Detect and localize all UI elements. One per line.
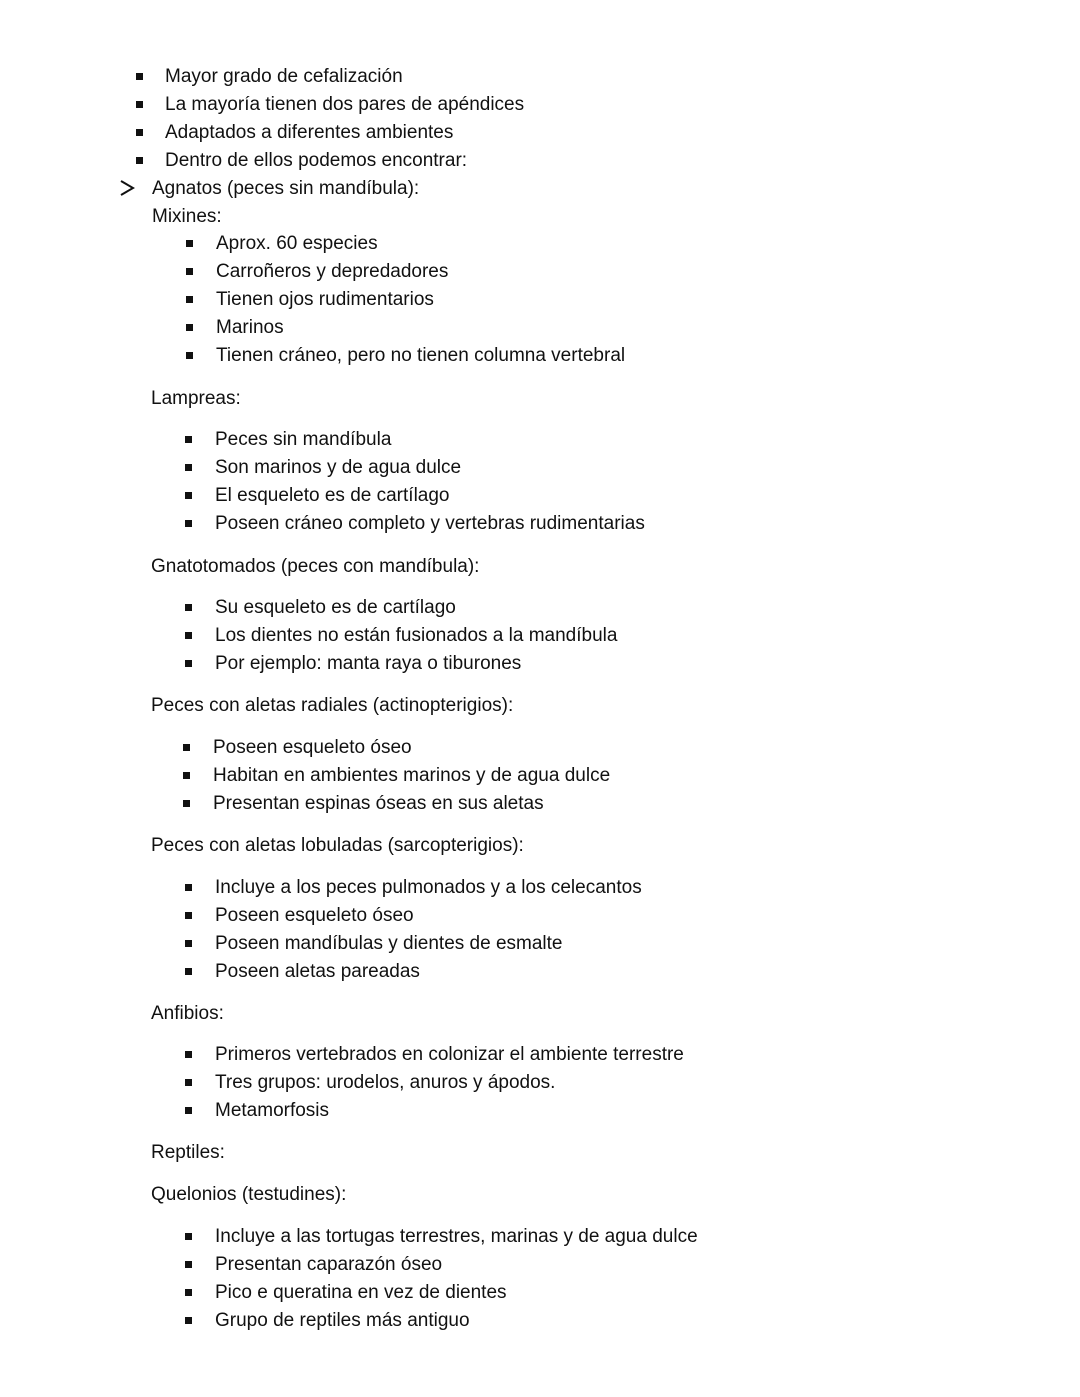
subsection-title: Reptiles: <box>151 1142 225 1163</box>
list-item: Grupo de reptiles más antiguo <box>215 1310 470 1331</box>
bullet-marker <box>185 1261 192 1268</box>
bullet-marker <box>185 464 192 471</box>
list-item: Habitan en ambientes marinos y de agua dulce <box>213 765 611 786</box>
bullet-marker <box>185 884 192 891</box>
bullet-marker <box>185 1233 192 1240</box>
bullet-marker <box>185 1289 192 1296</box>
list-item: Tienen cráneo, pero no tienen columna vertebral <box>216 345 626 366</box>
bullet-marker <box>186 324 193 331</box>
bullet-marker <box>186 268 193 275</box>
list-item: Adaptados a diferentes ambientes <box>165 122 454 143</box>
arrow-bullet-icon <box>118 178 138 198</box>
subsection-title: Lampreas: <box>151 388 241 409</box>
list-item: Los dientes no están fusionados a la mandíbula <box>215 625 618 646</box>
list-item: Poseen esqueleto óseo <box>215 905 414 926</box>
list-item: Aprox. 60 especies <box>216 233 378 254</box>
bullet-marker <box>136 101 143 108</box>
bullet-marker <box>185 968 192 975</box>
list-item: Peces sin mandíbula <box>215 429 392 450</box>
list-item: Incluye a las tortugas terrestres, marinas y de agua dulce <box>215 1226 698 1247</box>
bullet-marker <box>185 940 192 947</box>
list-item: El esqueleto es de cartílago <box>215 485 450 506</box>
list-item: Poseen cráneo completo y vertebras rudimentarias <box>215 513 645 534</box>
bullet-marker <box>186 296 193 303</box>
bullet-marker <box>186 352 193 359</box>
bullet-marker <box>183 800 190 807</box>
list-item: Marinos <box>216 317 284 338</box>
list-item: Su esqueleto es de cartílago <box>215 597 456 618</box>
list-item: Presentan caparazón óseo <box>215 1254 443 1275</box>
subsection-title: Mixines: <box>152 206 222 227</box>
bullet-marker <box>185 492 192 499</box>
bullet-marker <box>185 520 192 527</box>
list-item: Poseen aletas pareadas <box>215 961 420 982</box>
list-item: Mayor grado de cefalización <box>165 66 403 87</box>
bullet-marker <box>136 157 143 164</box>
subsection-title: Anfibios: <box>151 1003 224 1024</box>
list-item: Primeros vertebrados en colonizar el ambiente terrestre <box>215 1044 684 1065</box>
bullet-marker <box>185 660 192 667</box>
list-item: Dentro de ellos podemos encontrar: <box>165 150 468 171</box>
list-item: Metamorfosis <box>215 1100 330 1121</box>
bullet-marker <box>185 912 192 919</box>
list-item: Presentan espinas óseas en sus aletas <box>213 793 544 814</box>
list-item: Tres grupos: urodelos, anuros y ápodos. <box>215 1072 556 1093</box>
list-item: Poseen mandíbulas y dientes de esmalte <box>215 933 563 954</box>
subsection-title: Peces con aletas radiales (actinopterigios): <box>151 695 514 716</box>
bullet-marker <box>136 129 143 136</box>
list-item: Pico e queratina en vez de dientes <box>215 1282 507 1303</box>
list-item: Por ejemplo: manta raya o tiburones <box>215 653 522 674</box>
bullet-marker <box>185 1051 192 1058</box>
bullet-marker <box>185 1317 192 1324</box>
subsection-title: Peces con aletas lobuladas (sarcopterigios): <box>151 835 524 856</box>
list-item: Incluye a los peces pulmonados y a los celecantos <box>215 877 642 898</box>
list-item: Carroñeros y depredadores <box>216 261 449 282</box>
list-item: La mayoría tienen dos pares de apéndices <box>165 94 525 115</box>
bullet-marker <box>183 744 190 751</box>
list-item: Poseen esqueleto óseo <box>213 737 412 758</box>
bullet-marker <box>185 604 192 611</box>
bullet-marker <box>185 1079 192 1086</box>
section-heading: Agnatos (peces sin mandíbula): <box>152 178 420 199</box>
bullet-marker <box>185 436 192 443</box>
bullet-marker <box>186 240 193 247</box>
list-item: Tienen ojos rudimentarios <box>216 289 434 310</box>
bullet-marker <box>185 632 192 639</box>
bullet-marker <box>136 73 143 80</box>
subsection-title: Gnatotomados (peces con mandíbula): <box>151 556 480 577</box>
subsection-title: Quelonios (testudines): <box>151 1184 347 1205</box>
list-item: Son marinos y de agua dulce <box>215 457 462 478</box>
bullet-marker <box>185 1107 192 1114</box>
bullet-marker <box>183 772 190 779</box>
